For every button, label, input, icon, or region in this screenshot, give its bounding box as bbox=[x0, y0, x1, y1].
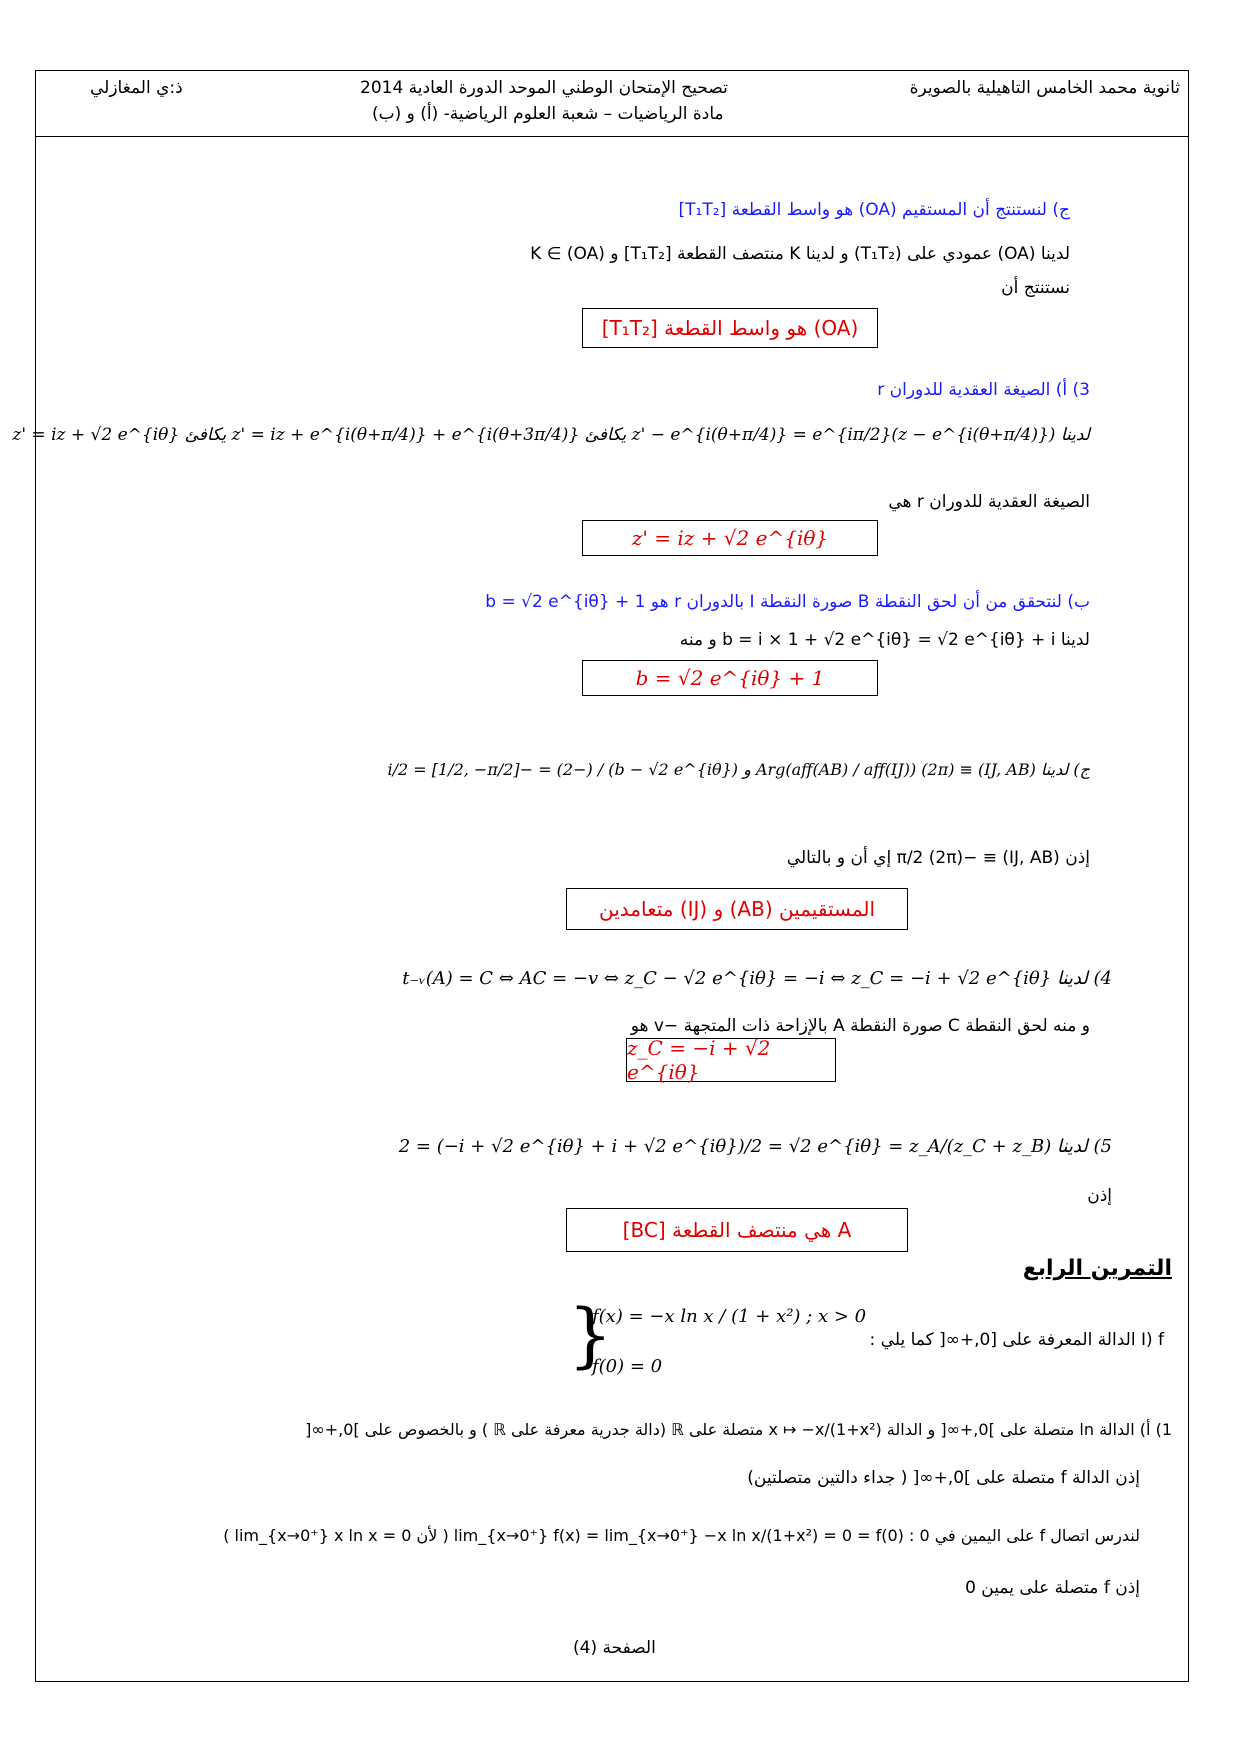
q3a-equation: لدينا z' − e^{i(θ+π/4)} = e^{iπ/2}(z − e^{i(θ+π/4)}) يكافئ z' = iz + e^{i(θ+π/4)} + e^{i(θ+3π/4)} يكافئ z' = iz + √2 e^{iθ} bbox=[12, 425, 1090, 445]
case-1: f(x) = −x ln x / (1 + x²) ; x > 0 bbox=[592, 1306, 867, 1327]
author: ذ:ي المغازلي bbox=[90, 78, 183, 98]
brace: { bbox=[568, 1294, 613, 1376]
result-text: A هي منتصف القطعة [BC] bbox=[622, 1218, 852, 1242]
result-box-q5 bbox=[566, 1208, 908, 1252]
q1-line2: إذن الدالة f متصلة على ]0,+∞[ ( جداء دالتين متصلتين) bbox=[747, 1468, 1140, 1488]
result-box-q3b bbox=[582, 660, 878, 696]
q3c-line1: ج) لدينا (IJ, AB) ≡ Arg(aff(AB) / aff(IJ)) (2π) و (b − √2 e^{iθ}) / (−2) = −i/2 = [1/2, −π/2] bbox=[387, 760, 1090, 779]
result-text: b = √2 e^{iθ} + 1 bbox=[635, 666, 825, 690]
q2c-line2: نستنتج أن bbox=[1001, 278, 1070, 298]
result-box-q2c bbox=[582, 308, 878, 348]
q3c-line2: إذن (IJ, AB) ≡ −π/2 (2π) إي أن و بالتالي bbox=[786, 848, 1090, 868]
exam-title: تصحيح الإمتحان الوطني الموحد الدورة العادية 2014 bbox=[360, 78, 728, 98]
case-2: f(0) = 0 bbox=[592, 1356, 663, 1377]
result-text: (OA) هو واسط القطعة [T₁T₂] bbox=[601, 316, 859, 340]
q4-line2: و منه لحق النقطة C صورة النقطة A بالإزاحة ذات المتجهة −v هو bbox=[630, 1016, 1090, 1036]
school-name: ثانوية محمد الخامس التاهيلية بالصويرة bbox=[909, 78, 1180, 98]
header-divider bbox=[35, 136, 1189, 137]
result-text: z_C = −i + √2 e^{iθ} bbox=[627, 1036, 771, 1084]
page-number: الصفحة (4) bbox=[573, 1638, 656, 1658]
q1-line1: 1) أ) الدالة ln متصلة على ]0,+∞[ و الدالة x ↦ −x/(1+x²) متصلة على ℝ (دالة جدرية معرفة على ℝ ) و بالخصوص على ]0,+∞[ bbox=[305, 1420, 1172, 1439]
q2c-line1: لدينا (OA) عمودي على (T₁T₂) و لدينا K منتصف القطعة [T₁T₂] و K ∈ (OA) bbox=[530, 244, 1070, 264]
exercise4-title: التمرين الرابع bbox=[1022, 1256, 1172, 1281]
q3b-line: لدينا b = i × 1 + √2 e^{iθ} = √2 e^{iθ} + i و منه bbox=[679, 630, 1090, 650]
result-text: المستقيمين (AB) و (IJ) متعامدين bbox=[598, 897, 876, 921]
q5-equation: 5) لدينا (z_C + z_B)/2 = (−i + √2 e^{iθ} + i + √2 e^{iθ})/2 = √2 e^{iθ} = z_A bbox=[398, 1136, 1112, 1157]
result-text: z' = iz + √2 e^{iθ} bbox=[631, 526, 829, 550]
q2c-heading: ج) لنستنتج أن المستقيم (OA) هو واسط القطعة [T₁T₂] bbox=[678, 200, 1070, 220]
q3a-label: الصيغة العقدية للدوران r هي bbox=[888, 492, 1090, 512]
result-box-q3a bbox=[582, 520, 878, 556]
q1-line4: إذن f متصلة على يمين 0 bbox=[965, 1578, 1140, 1598]
result-box-q4 bbox=[626, 1038, 836, 1082]
result-box-q3c bbox=[566, 888, 908, 930]
exercise4-definition: I) f الدالة المعرفة على [0,+∞[ كما يلي : bbox=[869, 1330, 1164, 1350]
q1-line3: لندرس اتصال f على اليمين في 0 : lim_{x→0⁺} f(x) = lim_{x→0⁺} −x ln x/(1+x²) = 0 = f(0) ( لأن lim_{x→0⁺} x ln x = 0 ) bbox=[223, 1526, 1140, 1545]
piecewise-definition bbox=[568, 1292, 867, 1392]
q3b-heading: ب) لنتحقق من أن لحق النقطة B صورة النقطة I بالدوران r هو b = √2 e^{iθ} + 1 bbox=[485, 592, 1090, 612]
q5-line2: إذن bbox=[1087, 1186, 1112, 1206]
subject-line: مادة الرياضيات – شعبة العلوم الرياضية- (أ) و (ب) bbox=[372, 104, 724, 124]
q3a-heading: 3) أ) الصيغة العقدية للدوران r bbox=[877, 380, 1090, 400]
q4-equation: 4) لدينا t₋ᵥ(A) = C ⇔ AC = −v ⇔ z_C − √2 e^{iθ} = −i ⇔ z_C = −i + √2 e^{iθ} bbox=[402, 968, 1112, 989]
